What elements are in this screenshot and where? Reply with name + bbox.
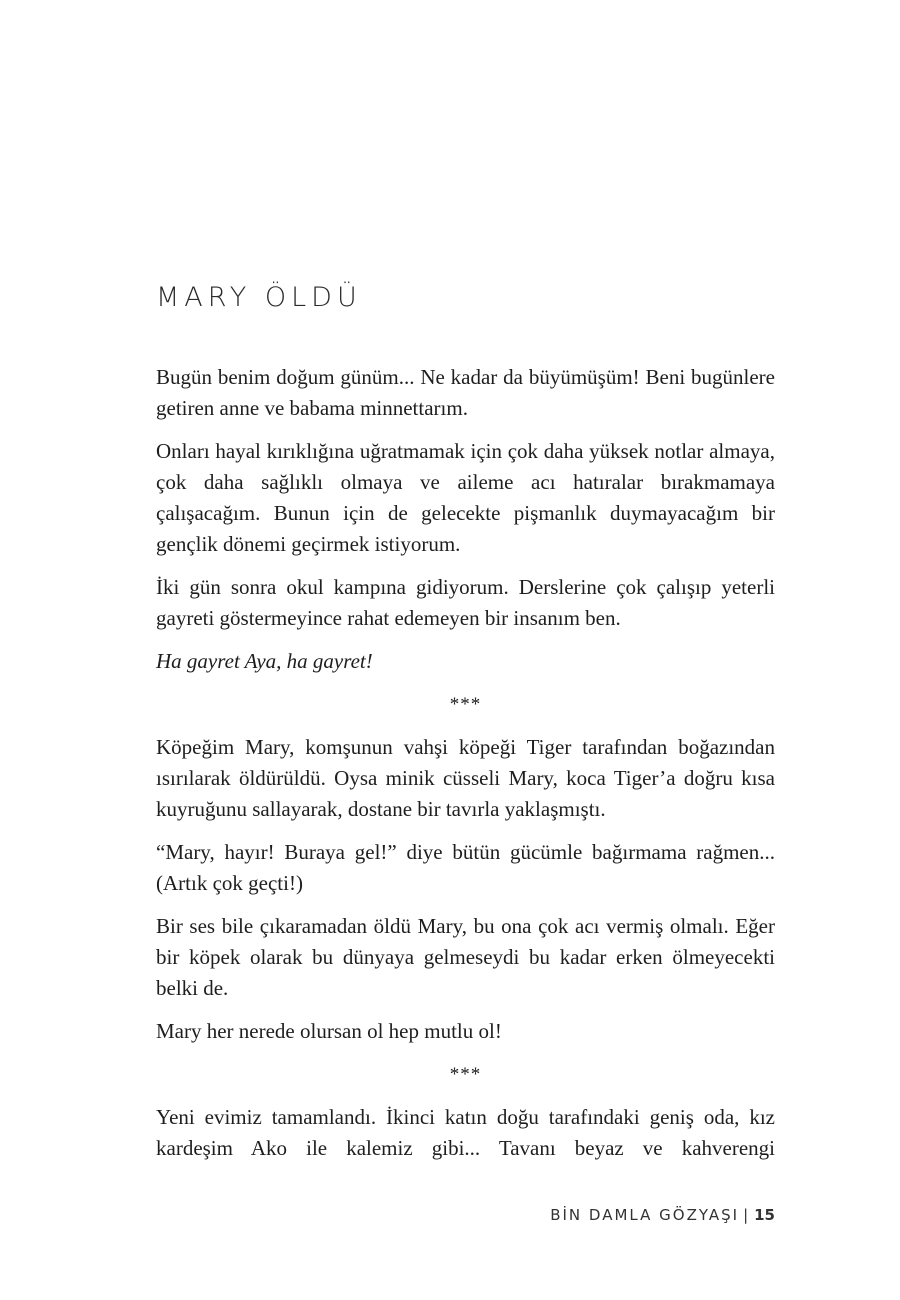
chapter-title: MARY ÖLDÜ (156, 282, 362, 313)
section-separator: *** (449, 694, 482, 715)
paragraph-motto: Ha gayret Aya, ha gayret! (156, 649, 373, 673)
paragraph-new-house: Yeni evimiz tamamlandı. İkinci katın doğu tarafındaki geniş oda, kız kardeşim Ako ile kalemiz gibi... Tavanı beyaz ve kahverengi (156, 1105, 775, 1160)
chapter-body (156, 362, 775, 1176)
paragraph-mary-pain: Bir ses bile çıkaramadan öldü Mary, bu ona çok acı vermiş olmalı. Eğer bir köpek olarak bu dünyaya gelmeseydi bu kadar erken ölmeyecekti belki de. (156, 914, 775, 1000)
book-page (156, 0, 775, 1300)
paragraph-shout: “Mary, hayır! Buraya gel!” diye bütün gücümle bağırmama rağmen... (Artık çok geçti!) (156, 840, 775, 895)
paragraph-birthday: Bugün benim doğum günüm... Ne kadar da büyümüşüm! Beni bugünlere getiren anne ve babama minnettarım. (156, 365, 775, 420)
book-title: BİN DAMLA GÖZYAŞI (550, 1206, 740, 1224)
paragraph-farewell: Mary her nerede olursan ol hep mutlu ol! (156, 1019, 502, 1043)
paragraph-mary-killed: Köpeğim Mary, komşunun vahşi köpeği Tiger tarafından boğazından ısırılarak öldürüldü. Oysa minik cüsseli Mary, koca Tiger’a doğru kısa kuyruğunu sallayarak, dostane bir tavırla yaklaşmıştı. (156, 735, 775, 821)
paragraph-goals: Onları hayal kırıklığına uğratmamak için çok daha yüksek notlar almaya, çok daha sağlıklı olmaya ve aileme acı hatıralar bırakmamaya çalışacağım. Bunun için de gelecekte pişmanlık duymayacağım bir gençlik dönemi geçirmek istiyorum. (156, 439, 775, 556)
paragraph-school-camp: İki gün sonra okul kampına gidiyorum. Derslerine çok çalışıp yeterli gayreti göstermeyince rahat edemeyen bir insanım ben. (156, 575, 775, 630)
footer-divider: | (743, 1206, 749, 1224)
section-separator: *** (449, 1064, 482, 1085)
page-number: 15 (754, 1206, 775, 1224)
running-footer (550, 1206, 775, 1224)
